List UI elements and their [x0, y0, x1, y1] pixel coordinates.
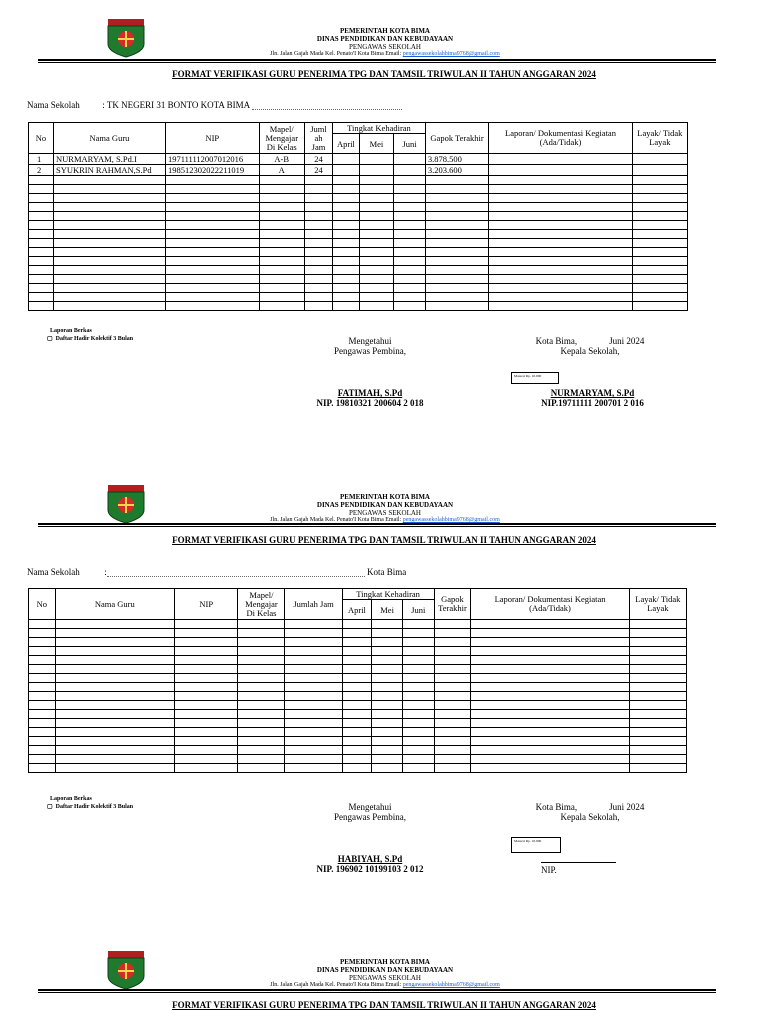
daftar-hadir-label: Daftar Hadir Kolektif 3 Bulan	[55, 804, 134, 810]
header-tingkat: Tingkat Kehadiran	[333, 123, 426, 134]
cell-mapel: A-B	[259, 154, 304, 165]
letterhead	[260, 958, 510, 989]
kota-label: Kota Bima,	[535, 802, 578, 812]
letterhead-line-2: DINAS PENDIDIKAN DAN KEBUDAYAAN	[316, 501, 454, 509]
date-label: Juni 2024	[609, 802, 645, 812]
header-no: No	[29, 123, 54, 154]
school-label: Nama Sekolah	[27, 100, 80, 110]
materai-stamp: Materai Rp. 10.000	[511, 837, 561, 853]
header-nama: Nama Guru	[55, 589, 175, 620]
school-label: Nama Sekolah	[27, 567, 80, 577]
pengawas-name: FATIMAH, S.Pd	[337, 388, 403, 398]
daftar-hadir-label: Daftar Hadir Kolektif 3 Bulan	[55, 336, 134, 342]
header-april: April	[333, 134, 360, 154]
cell-nama: SYUKRIN RAHMAN,S.Pd	[54, 165, 166, 176]
cell-gapok: 3.878.500	[425, 154, 488, 165]
header-nip: NIP	[165, 123, 259, 154]
cell-mapel: A	[259, 165, 304, 176]
letterhead-line-1: PEMERINTAH KOTA BIMA	[340, 27, 430, 35]
email-link[interactable]: pengawassekolahbima9768@gmail.com	[402, 51, 500, 57]
header-laporan: Laporan/ Dokumentasi Kegiatan (Ada/Tidak)	[471, 589, 629, 620]
form-title: FORMAT VERIFIKASI GURU PENERIMA TPG DAN TAMSIL TRIWULAN II TAHUN ANGGARAN 2024	[172, 69, 596, 79]
header-no: No	[29, 589, 56, 620]
header-nip: NIP	[175, 589, 238, 620]
email-link[interactable]: pengawassekolahbima9768@gmail.com	[402, 517, 500, 523]
letterhead-address: Jln. Jalan Gajah Mada Kel. Penato'I Kota Bima Email: pengawassekolahbima9768@gmail.com	[270, 517, 500, 523]
form-title: FORMAT VERIFIKASI GURU PENERIMA TPG DAN TAMSIL TRIWULAN II TAHUN ANGGARAN 2024	[172, 535, 596, 545]
kepala-nip: NIP.	[541, 865, 557, 875]
materai-stamp: Materai Rp. 10.000	[511, 372, 559, 384]
header-mei: Mei	[359, 134, 393, 154]
letterhead-line-1: PEMERINTAH KOTA BIMA	[340, 493, 430, 501]
mengetahui-label: Mengetahui	[348, 336, 392, 346]
laporan-berkas-label: Laporan Berkas	[50, 328, 92, 334]
letterhead-line-2: DINAS PENDIDIKAN DAN KEBUDAYAAN	[316, 35, 454, 43]
header-mei: Mei	[372, 600, 403, 620]
letterhead-address: Jln. Jalan Gajah Mada Kel. Penato'I Kota Bima Email: pengawassekolahbima9768@gmail.com	[270, 51, 500, 57]
header-mapel: Mapel/ Mengajar Di Kelas	[238, 589, 285, 620]
header-jumlah: Juml ah Jam	[304, 123, 332, 154]
header-layak: Layak/ Tidak Layak	[629, 589, 686, 620]
form-title: FORMAT VERIFIKASI GURU PENERIMA TPG DAN TAMSIL TRIWULAN II TAHUN ANGGARAN 2024	[172, 1000, 596, 1010]
header-juni: Juni	[394, 134, 426, 154]
email-link[interactable]: pengawassekolahbima9768@gmail.com	[402, 982, 500, 988]
letterhead-rule	[38, 989, 716, 991]
checkbox-icon[interactable]: ▢	[47, 804, 53, 810]
cell-no: 1	[29, 154, 54, 165]
school-value: Kota Bima	[367, 567, 407, 577]
pengawas-name: HABIYAH, S.Pd	[337, 854, 403, 864]
letterhead-address: Jln. Jalan Gajah Mada Kel. Penato'I Kota Bima Email: pengawassekolahbima9768@gmail.com	[270, 982, 500, 988]
mengetahui-label: Mengetahui	[348, 802, 392, 812]
header-jumlah: Jumlah Jam	[285, 589, 342, 620]
header-gapok: Gapok Terakhir	[425, 123, 488, 154]
letterhead-rule-thin	[38, 992, 716, 993]
laporan-berkas-label: Laporan Berkas	[50, 796, 92, 802]
cell-nama: NURMARYAM, S.Pd.I	[54, 154, 166, 165]
kepala-nip: NIP.19711111 200701 2 016	[541, 398, 644, 408]
cell-jam: 24	[304, 165, 332, 176]
letterhead-line-3: PENGAWAS SEKOLAH	[349, 509, 421, 517]
school-colon: :	[104, 567, 107, 577]
pengawas-nip: NIP. 196902 10199103 2 012	[316, 864, 424, 874]
header-tingkat: Tingkat Kehadiran	[342, 589, 434, 600]
school-value: : TK NEGERI 31 BONTO KOTA BIMA	[102, 100, 250, 110]
kota-bima-logo	[107, 950, 145, 990]
header-gapok: Gapok Terakhir	[434, 589, 471, 620]
header-april: April	[342, 600, 372, 620]
kepala-name: NURMARYAM, S.Pd	[550, 388, 635, 398]
pengawas-label: Pengawas Pembina,	[334, 346, 406, 356]
cell-no: 2	[29, 165, 54, 176]
kepala-label: Kepala Sekolah,	[560, 346, 620, 356]
header-juni: Juni	[402, 600, 434, 620]
header-layak: Layak/ Tidak Layak	[632, 123, 687, 154]
pengawas-nip: NIP. 19810321 200604 2 018	[316, 398, 424, 408]
kota-label: Kota Bima,	[535, 336, 578, 346]
header-nama: Nama Guru	[54, 123, 166, 154]
cell-jam: 24	[304, 154, 332, 165]
letterhead-line-2: DINAS PENDIDIKAN DAN KEBUDAYAAN	[316, 966, 454, 974]
checkbox-icon[interactable]: ▢	[47, 336, 53, 342]
header-laporan: Laporan/ Dokumentasi Kegiatan (Ada/Tidak)	[489, 123, 632, 154]
letterhead-line-1: PEMERINTAH KOTA BIMA	[340, 958, 430, 966]
kepala-label: Kepala Sekolah,	[560, 812, 620, 822]
letterhead-line-3: PENGAWAS SEKOLAH	[349, 43, 421, 51]
date-label: Juni 2024	[609, 336, 645, 346]
pengawas-label: Pengawas Pembina,	[334, 812, 406, 822]
cell-gapok: 3.203.600	[425, 165, 488, 176]
cell-nip: 197111112007012016	[165, 154, 259, 165]
header-mapel: Mapel/ Mengajar Di Kelas	[259, 123, 304, 154]
letterhead-line-3: PENGAWAS SEKOLAH	[349, 974, 421, 982]
cell-nip: 198512302022211019	[165, 165, 259, 176]
